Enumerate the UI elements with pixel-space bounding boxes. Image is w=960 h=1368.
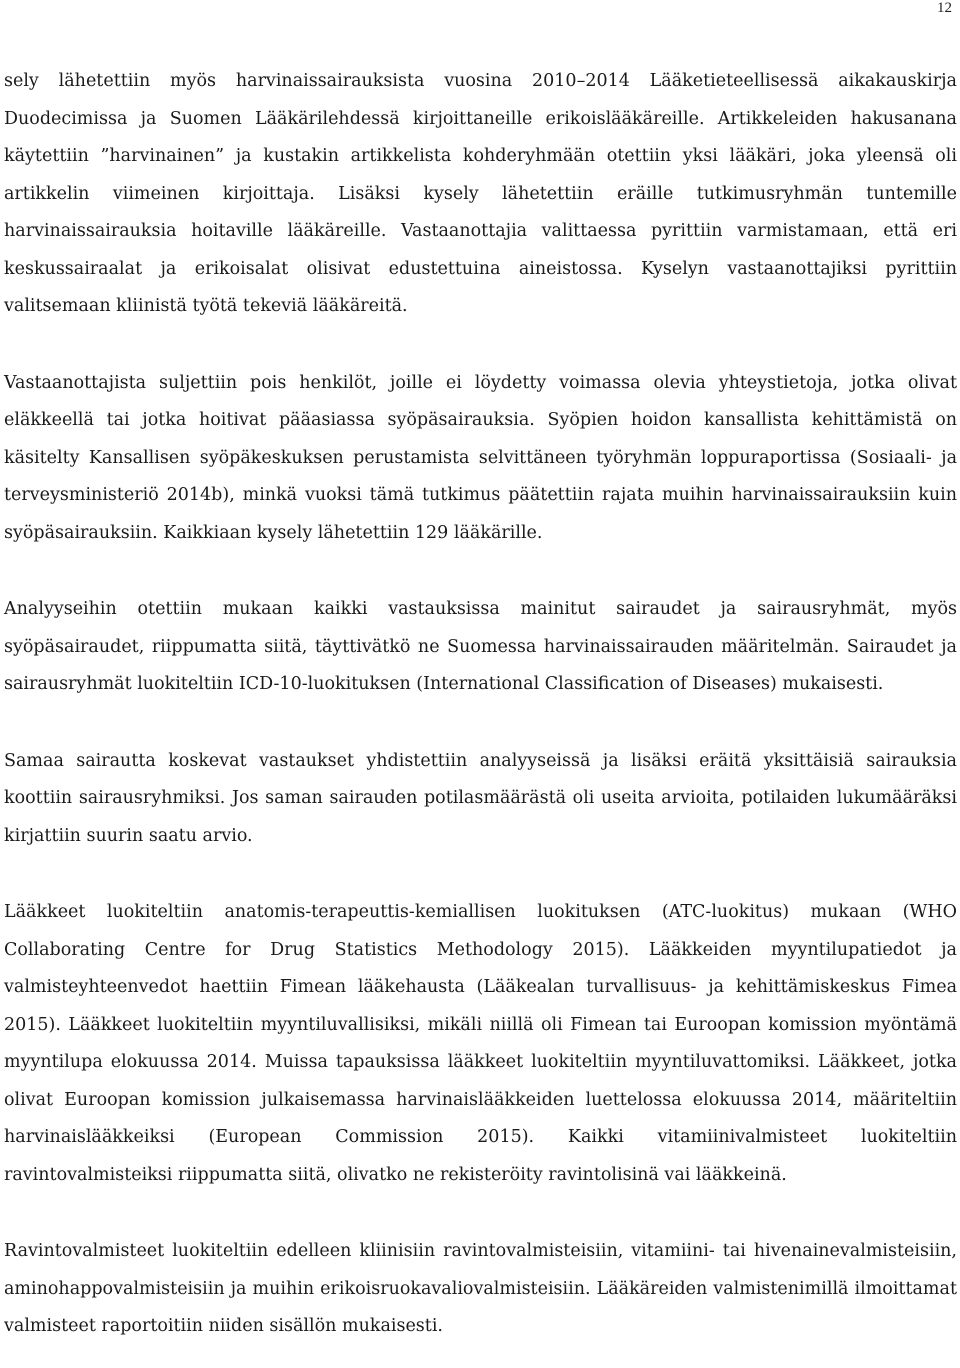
- document-body: [4, 63, 957, 1346]
- paragraph-combining-answers: Samaa sairautta koskevat vastaukset yhdistettiin analyyseissä ja lisäksi eräitä yksittäisiä sairauksia koottiin sairausryhmiksi. Jos saman sairauden potilasmäärästä oli useita arvioita, potilaiden lukumääräksi kirjattiin suurin saatu arvio.: [4, 750, 957, 846]
- page-number: 12: [937, 0, 952, 16]
- paragraph-nutrition-products: Ravintovalmisteet luokiteltiin edelleen kliinisiin ravintovalmisteisiin, vitamiini- tai hivenainevalmisteisiin, aminohappovalmisteisiin ja muihin erikoisruokavaliovalmisteisiin. Lääkäreiden valmistenimillä ilmoittamat valmisteet raportoitiin niiden sisällön mukaisesti.: [4, 1241, 957, 1336]
- paragraph-survey-recipients: sely lähetettiin myös harvinaissairauksista vuosina 2010–2014 Lääketieteellisessä aikakauskirja Duodecimissa ja Suomen Lääkärilehdessä kirjoittaneille erikoislääkäreille. Artikkeleiden hakusanana käytettiin ”harvinainen” ja kustakin artikkelista kohderyhmään otettiin yksi lääkäri, joka yleensä oli artikkelin viimeinen kirjoittaja. Lisäksi kysely lähetettiin eräille tutkimusryhmän tuntemille harvinaissairauksia hoitaville lääkäreille. Vastaanottajia valittaessa pyrittiin varmistamaan, että eri keskussairaalat ja erikoisalat olisivat edustettuina aineistossa. Kyselyn vastaanottajiksi pyrittiin valitsemaan kliinistä työtä tekeviä lääkäreitä.: [4, 71, 957, 316]
- paragraph-drug-classification: Lääkkeet luokiteltiin anatomis-terapeuttis-kemiallisen luokituksen (ATC-luokitus) mukaan (WHO Collaborating Centre for Drug Statistics Methodology 2015). Lääkkeiden myyntilupatiedot ja valmisteyhteenvedot haettiin Fimean lääkehausta (Lääkealan turvallisuus- ja kehittämiskeskus Fimea 2015). Lääkkeet luokiteltiin myyntiluvallisiksi, mikäli niillä oli Fimean tai Euroopan komission myöntämä myyntilupa elokuussa 2014. Muissa tapauksissa lääkkeet luokiteltiin myyntiluvattomiksi. Lääkkeet, jotka olivat Euroopan komission julkaisemassa harvinaislääkkeiden luettelossa elokuussa 2014, määriteltiin harvinaislääkkeiksi (European Commission 2015). Kaikki vitamiinivalmisteet luokiteltiin ravintovalmisteiksi riippumatta siitä, olivatko ne rekisteröity ravintolisinä vai lääkkeinä.: [4, 902, 957, 1185]
- paragraph-exclusions: Vastaanottajista suljettiin pois henkilöt, joille ei löydetty voimassa olevia yhteystietoja, jotka olivat eläkkeellä tai jotka hoitivat pääasiassa syöpäsairauksia. Syöpien hoidon kansallista kehittämistä on käsitelty Kansallisen syöpäkeskuksen perustamista selvittäneen työryhmän loppuraportissa (Sosiaali- ja terveysministeriö 2014b), minkä vuoksi tämä tutkimus päätettiin rajata muihin harvinaissairauksiin kuin syöpäsairauksiin. Kaikkiaan kysely lähetettiin 129 lääkärille.: [4, 372, 957, 543]
- paragraph-analyses: Analyyseihin otettiin mukaan kaikki vastauksissa mainitut sairaudet ja sairausryhmät, myös syöpäsairaudet, riippumatta siitä, täyttivätkö ne Suomessa harvinaissairauden määritelmän. Sairaudet ja sairausryhmät luokiteltiin ICD-10-luokituksen (International Classification of Diseases) mukaisesti.: [4, 599, 957, 694]
